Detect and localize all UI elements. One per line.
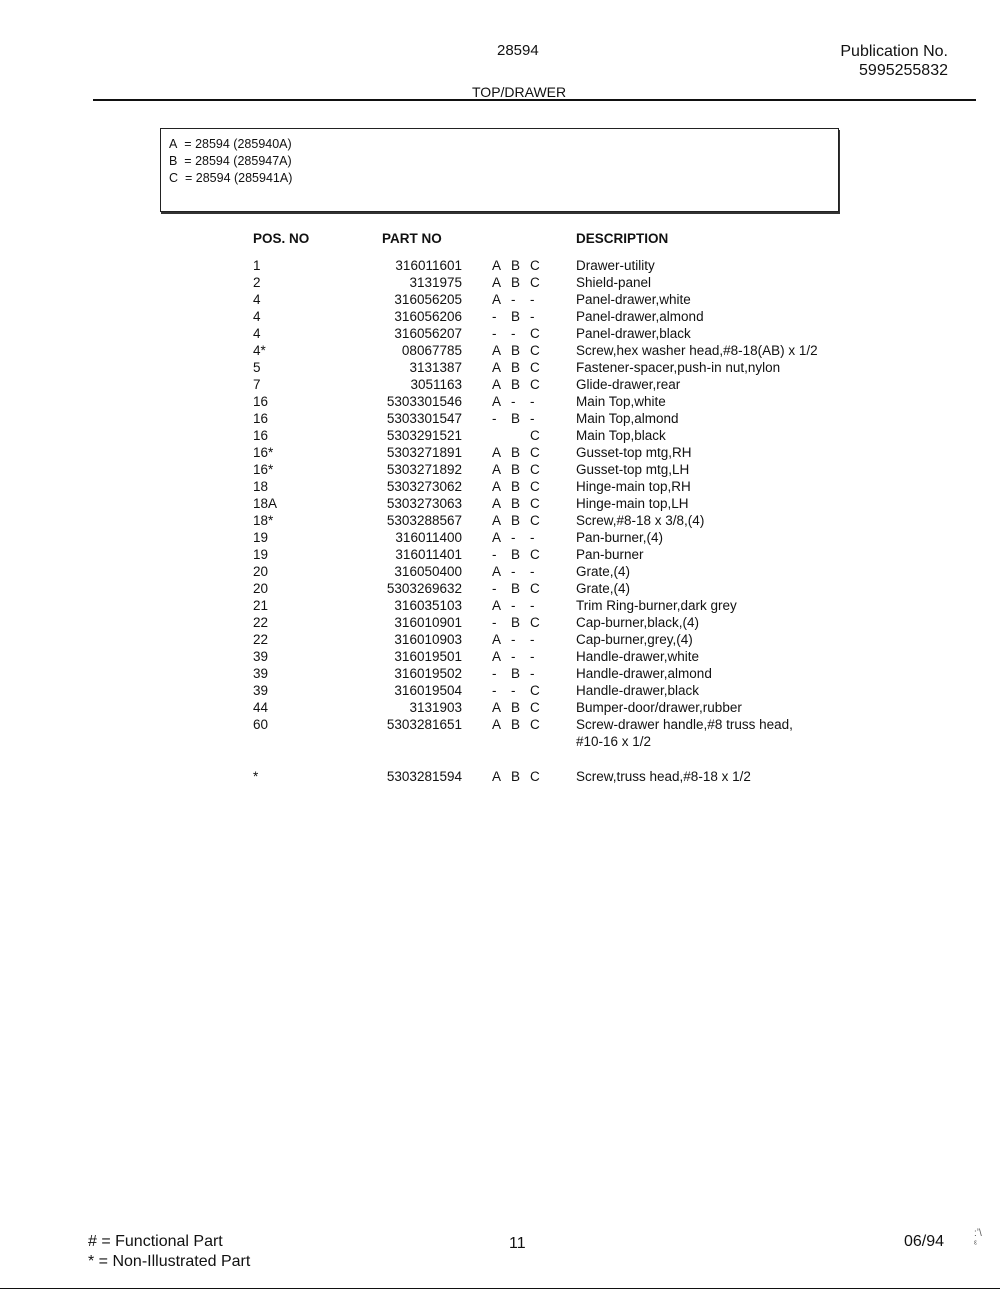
model-b-cell: B	[511, 275, 521, 290]
model-c-cell: C	[530, 377, 540, 392]
model-a-cell: -	[492, 615, 497, 630]
part-cell: 5303273063	[386, 496, 462, 511]
model-a-cell: A	[492, 394, 502, 409]
pos-cell: 16*	[253, 445, 274, 460]
description-cell: Hinge-main top,RH	[576, 479, 691, 494]
table-row	[0, 734, 1000, 751]
pos-cell: 16	[253, 411, 269, 426]
table-row	[0, 479, 1000, 496]
pos-cell: 20	[253, 581, 269, 596]
model-b-cell: B	[511, 700, 521, 715]
model-c-cell: -	[530, 309, 535, 324]
model-b-cell: B	[511, 581, 521, 596]
part-cell: 08067785	[401, 343, 462, 358]
table-row	[0, 360, 1000, 377]
description-cell: Main Top,white	[576, 394, 666, 409]
pos-cell: 16*	[253, 462, 274, 477]
table-row	[0, 343, 1000, 360]
pos-cell: 4	[253, 292, 261, 307]
column-header-pos: POS. NO	[253, 231, 310, 246]
description-cell: Bumper-door/drawer,rubber	[576, 700, 742, 715]
pos-cell: 18	[253, 479, 269, 494]
model-b-cell: B	[511, 309, 521, 324]
model-a-cell: A	[492, 496, 502, 511]
pos-cell: 22	[253, 615, 269, 630]
pos-cell: 44	[253, 700, 269, 715]
description-cell: Main Top,black	[576, 428, 666, 443]
scan-mark: :ʼ\ ᵋ	[974, 1228, 982, 1250]
pos-cell: 16	[253, 428, 269, 443]
part-cell: 3131975	[409, 275, 462, 290]
model-c-cell: C	[530, 445, 540, 460]
pos-cell: 4	[253, 309, 261, 324]
description-cell: Shield-panel	[576, 275, 652, 290]
model-c-cell: C	[530, 462, 540, 477]
pos-cell: 19	[253, 530, 269, 545]
model-c-cell: C	[530, 275, 540, 290]
model-b-cell: -	[511, 326, 516, 341]
model-b-cell: -	[511, 530, 516, 545]
model-b-cell: B	[511, 411, 521, 426]
model-a-cell: A	[492, 275, 502, 290]
model-b-cell: B	[511, 479, 521, 494]
model-a-cell: -	[492, 326, 497, 341]
description-cell: Grate,(4)	[576, 564, 631, 579]
model-a-cell: A	[492, 292, 502, 307]
description-cell: Drawer-utility	[576, 258, 655, 273]
model-b-cell: B	[511, 666, 521, 681]
section-title: TOP/DRAWER	[472, 84, 567, 100]
non-illustrated-part-note: * = Non-Illustrated Part	[88, 1253, 251, 1270]
table-row	[0, 309, 1000, 326]
publication-number: 5995255832	[859, 62, 948, 79]
table-row	[0, 496, 1000, 513]
part-cell: 5303281651	[386, 717, 462, 732]
model-c-cell: -	[530, 598, 535, 613]
table-row	[0, 445, 1000, 462]
part-cell: 316010903	[394, 632, 462, 647]
model-a-cell: A	[492, 632, 502, 647]
model-c-cell: -	[530, 649, 535, 664]
description-cell: Screw-drawer handle,#8 truss head,	[576, 717, 793, 732]
description-cell: Hinge-main top,LH	[576, 496, 689, 511]
model-a-cell: A	[492, 717, 502, 732]
pos-cell: 4	[253, 326, 261, 341]
model-b-cell: -	[511, 564, 516, 579]
part-cell: 316019502	[394, 666, 462, 681]
table-row	[0, 275, 1000, 292]
table-row	[0, 258, 1000, 275]
description-cell: Gusset-top mtg,RH	[576, 445, 692, 460]
column-header-description: DESCRIPTION	[576, 231, 669, 246]
pos-cell: 22	[253, 632, 269, 647]
header-rule	[93, 99, 976, 101]
publication-label: Publication No.	[840, 43, 948, 60]
model-b-cell: B	[511, 615, 521, 630]
legend-line-b: B = 28594 (285947A)	[169, 154, 292, 168]
model-a-cell: A	[492, 479, 502, 494]
pos-cell: 20	[253, 564, 269, 579]
model-b-cell: -	[511, 598, 516, 613]
model-b-cell: B	[511, 377, 521, 392]
table-row	[0, 598, 1000, 615]
part-cell: 316011601	[395, 258, 462, 273]
model-a-cell: A	[492, 513, 502, 528]
table-row	[0, 666, 1000, 683]
model-c-cell: -	[530, 632, 535, 647]
model-b-cell: B	[511, 258, 521, 273]
description-cell: Cap-burner,black,(4)	[576, 615, 700, 630]
description-cell: Panel-drawer,white	[576, 292, 691, 307]
page-number: 11	[509, 1235, 526, 1252]
table-row	[0, 462, 1000, 479]
part-cell: 3051163	[410, 377, 462, 392]
pos-cell: 18*	[253, 513, 274, 528]
model-a-cell: -	[492, 309, 497, 324]
description-cell: Main Top,almond	[576, 411, 679, 426]
model-a-cell: A	[492, 445, 502, 460]
model-b-cell: -	[511, 632, 516, 647]
model-c-cell: C	[530, 258, 540, 273]
table-row	[0, 428, 1000, 445]
footer-date: 06/94	[904, 1233, 945, 1250]
table-row	[0, 632, 1000, 649]
model-a-cell: A	[492, 360, 502, 375]
model-c-cell: C	[530, 513, 540, 528]
model-c-cell: C	[530, 326, 540, 341]
model-b-cell: B	[511, 717, 521, 732]
model-a-cell: A	[492, 462, 502, 477]
description-cell: #10-16 x 1/2	[576, 734, 652, 749]
part-cell: 5303281594	[386, 769, 462, 784]
table-row	[0, 377, 1000, 394]
pos-cell: 18A	[253, 496, 278, 511]
description-cell: Grate,(4)	[576, 581, 631, 596]
pos-cell: 1	[253, 258, 261, 273]
table-row	[0, 717, 1000, 734]
pos-cell: 7	[253, 377, 261, 392]
table-row	[0, 326, 1000, 343]
part-cell: 316035103	[394, 598, 462, 613]
description-cell: Gusset-top mtg,LH	[576, 462, 690, 477]
model-c-cell: -	[530, 394, 535, 409]
part-cell: 316011401	[395, 547, 462, 562]
table-row	[0, 581, 1000, 598]
legend-line-a: A = 28594 (285940A)	[169, 137, 292, 151]
model-b-cell: B	[511, 462, 521, 477]
pos-cell: *	[253, 769, 259, 784]
model-number: 28594	[497, 42, 539, 59]
table-row	[0, 547, 1000, 564]
model-c-cell: C	[530, 717, 540, 732]
model-c-cell: C	[530, 700, 540, 715]
model-b-cell: B	[511, 343, 521, 358]
description-cell: Screw,hex washer head,#8-18(AB) x 1/2	[576, 343, 818, 358]
description-cell: Panel-drawer,almond	[576, 309, 704, 324]
functional-part-note: # = Functional Part	[88, 1233, 223, 1250]
model-b-cell: -	[511, 292, 516, 307]
pos-cell: 4*	[253, 343, 266, 358]
model-c-cell: C	[530, 547, 540, 562]
model-b-cell: B	[511, 445, 521, 460]
model-b-cell: B	[511, 769, 521, 784]
description-cell: Glide-drawer,rear	[576, 377, 681, 392]
model-a-cell: A	[492, 649, 502, 664]
part-cell: 316010901	[394, 615, 462, 630]
model-c-cell: -	[530, 292, 535, 307]
part-cell: 5303291521	[386, 428, 462, 443]
description-cell: Panel-drawer,black	[576, 326, 691, 341]
model-c-cell: C	[530, 343, 540, 358]
table-row	[0, 394, 1000, 411]
table-row	[0, 683, 1000, 700]
model-b-cell: B	[511, 547, 521, 562]
model-a-cell: A	[492, 598, 502, 613]
publication-block	[840, 42, 948, 80]
pos-cell: 21	[253, 598, 269, 613]
pos-cell: 39	[253, 666, 269, 681]
model-a-cell: A	[492, 769, 502, 784]
model-a-cell: A	[492, 377, 502, 392]
model-c-cell: -	[530, 411, 535, 426]
table-row	[0, 615, 1000, 632]
description-cell: Pan-burner	[576, 547, 644, 562]
model-a-cell: -	[492, 666, 497, 681]
model-c-cell: -	[530, 666, 535, 681]
model-b-cell: -	[511, 683, 516, 698]
part-cell: 316056205	[394, 292, 462, 307]
part-cell: 316056206	[394, 309, 462, 324]
description-cell: Trim Ring-burner,dark grey	[576, 598, 737, 613]
pos-cell: 39	[253, 683, 269, 698]
part-cell: 316056207	[394, 326, 462, 341]
description-cell: Handle-drawer,almond	[576, 666, 712, 681]
model-b-cell: B	[511, 360, 521, 375]
model-c-cell: C	[530, 683, 540, 698]
footer-rule	[0, 1288, 1000, 1289]
model-a-cell: -	[492, 411, 497, 426]
part-cell: 3131387	[409, 360, 462, 375]
model-a-cell: A	[492, 258, 502, 273]
model-b-cell: -	[511, 394, 516, 409]
description-cell: Handle-drawer,white	[576, 649, 700, 664]
model-a-cell: -	[492, 581, 497, 596]
part-cell: 5303271891	[386, 445, 462, 460]
part-cell: 5303269632	[386, 581, 462, 596]
model-a-cell: A	[492, 564, 502, 579]
table-row	[0, 411, 1000, 428]
model-c-cell: C	[530, 428, 540, 443]
pos-cell: 39	[253, 649, 269, 664]
pos-cell: 5	[253, 360, 261, 375]
part-cell: 316050400	[394, 564, 462, 579]
description-cell: Screw,truss head,#8-18 x 1/2	[576, 769, 751, 784]
model-b-cell: B	[511, 513, 521, 528]
pos-cell: 19	[253, 547, 269, 562]
model-c-cell: -	[530, 564, 535, 579]
model-c-cell: C	[530, 615, 540, 630]
model-a-cell: -	[492, 683, 497, 698]
table-row	[0, 564, 1000, 581]
table-row	[0, 649, 1000, 666]
pos-cell: 2	[253, 275, 261, 290]
description-cell: Pan-burner,(4)	[576, 530, 664, 545]
description-cell: Cap-burner,grey,(4)	[576, 632, 693, 647]
model-b-cell: -	[511, 649, 516, 664]
description-cell: Fastener-spacer,push-in nut,nylon	[576, 360, 781, 375]
column-header-part: PART NO	[382, 231, 442, 246]
model-a-cell: -	[492, 547, 497, 562]
part-cell: 3131903	[409, 700, 462, 715]
part-cell: 316019504	[394, 683, 462, 698]
model-legend	[160, 128, 839, 212]
part-cell: 5303271892	[386, 462, 462, 477]
model-c-cell: C	[530, 360, 540, 375]
part-cell: 5303301547	[386, 411, 462, 426]
model-c-cell: -	[530, 530, 535, 545]
part-cell: 5303273062	[386, 479, 462, 494]
legend-line-c: C = 28594 (285941A)	[169, 171, 293, 185]
part-cell: 316019501	[394, 649, 462, 664]
model-c-cell: C	[530, 581, 540, 596]
model-a-cell: A	[492, 530, 502, 545]
table-row	[0, 530, 1000, 547]
pos-cell: 16	[253, 394, 269, 409]
part-cell: 5303288567	[386, 513, 462, 528]
model-c-cell: C	[530, 769, 540, 784]
model-a-cell: A	[492, 700, 502, 715]
table-row	[0, 513, 1000, 530]
table-row	[0, 700, 1000, 717]
model-b-cell: B	[511, 496, 521, 511]
table-row	[0, 769, 1000, 786]
model-a-cell: A	[492, 343, 502, 358]
part-cell: 5303301546	[386, 394, 462, 409]
table-row	[0, 292, 1000, 309]
model-c-cell: C	[530, 479, 540, 494]
pos-cell: 60	[253, 717, 269, 732]
description-cell: Screw,#8-18 x 3/8,(4)	[576, 513, 705, 528]
model-c-cell: C	[530, 496, 540, 511]
description-cell: Handle-drawer,black	[576, 683, 700, 698]
part-cell: 316011400	[395, 530, 462, 545]
